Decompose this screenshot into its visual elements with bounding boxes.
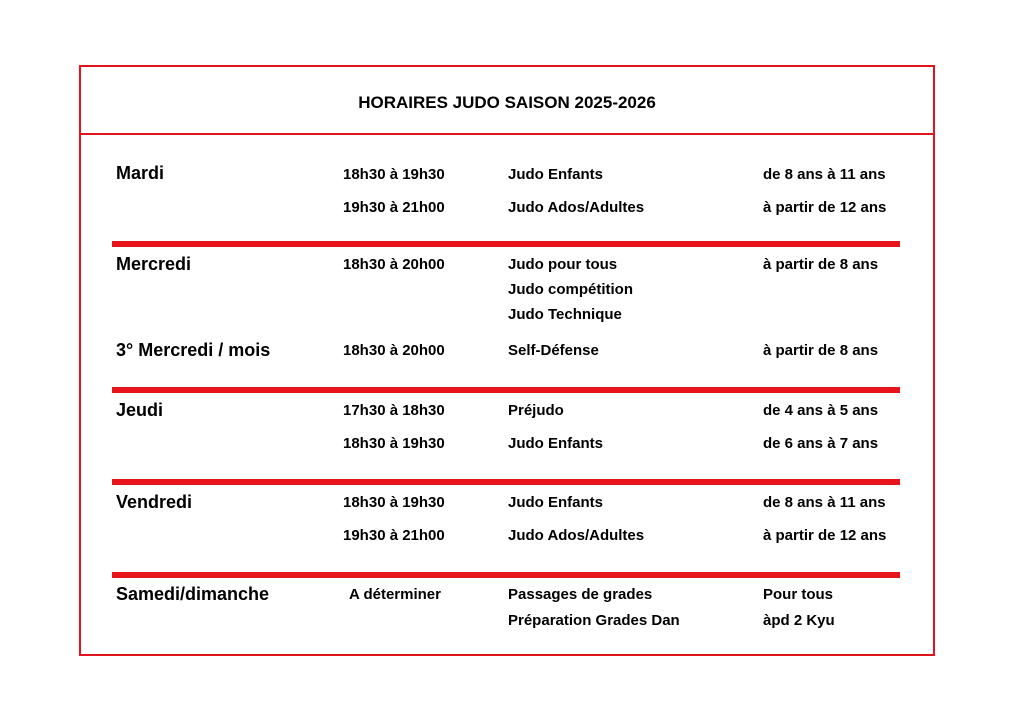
- activity: Judo compétition: [508, 281, 633, 298]
- age-group: de 4 ans à 5 ans: [763, 402, 879, 419]
- activity: Judo Enfants: [508, 494, 604, 511]
- time-slot: 17h30 à 18h30: [343, 402, 445, 419]
- age-group: de 8 ans à 11 ans: [763, 494, 886, 511]
- age-group: àpd 2 Kyu: [763, 612, 835, 629]
- day-friday: Vendredi: [116, 492, 193, 512]
- age-group: de 8 ans à 11 ans: [763, 166, 886, 183]
- activity: Self-Défense: [508, 342, 599, 359]
- title-divider: [79, 133, 935, 135]
- day-wednesday: Mercredi: [116, 254, 192, 274]
- separator-tuesday-wednesday: [112, 241, 900, 247]
- time-slot: 19h30 à 21h00: [343, 199, 445, 216]
- day-third-wednesday: 3° Mercredi / mois: [116, 340, 271, 360]
- activity: Judo Enfants: [508, 166, 604, 183]
- activity: Judo Enfants: [508, 435, 604, 452]
- age-group: à partir de 12 ans: [763, 199, 887, 216]
- age-group: à partir de 8 ans: [763, 256, 879, 273]
- time-slot: 19h30 à 21h00: [343, 527, 445, 544]
- time-slot: 18h30 à 20h00: [343, 256, 445, 273]
- activity: Judo Ados/Adultes: [508, 527, 645, 544]
- time-slot: A déterminer: [349, 586, 441, 603]
- time-slot: 18h30 à 19h30: [343, 166, 445, 183]
- page-title: HORAIRES JUDO SAISON 2025-2026: [358, 93, 656, 112]
- age-group: à partir de 12 ans: [763, 527, 887, 544]
- separator-thursday-friday: [112, 479, 900, 485]
- age-group: à partir de 8 ans: [763, 342, 879, 359]
- day-weekend: Samedi/dimanche: [116, 584, 270, 604]
- age-group: Pour tous: [763, 586, 833, 603]
- activity: Préjudo: [508, 402, 564, 419]
- time-slot: 18h30 à 19h30: [343, 494, 445, 511]
- day-tuesday: Mardi: [116, 163, 165, 183]
- separator-friday-weekend: [112, 572, 900, 578]
- activity: Préparation Grades Dan: [508, 612, 680, 629]
- time-slot: 18h30 à 20h00: [343, 342, 445, 359]
- activity: Judo Ados/Adultes: [508, 199, 645, 216]
- activity: Judo Technique: [508, 306, 622, 323]
- separator-wednesday-thursday: [112, 387, 900, 393]
- activity: Judo pour tous: [508, 256, 618, 273]
- age-group: de 6 ans à 7 ans: [763, 435, 879, 452]
- day-thursday: Jeudi: [116, 400, 164, 420]
- time-slot: 18h30 à 19h30: [343, 435, 445, 452]
- activity: Passages de grades: [508, 586, 653, 603]
